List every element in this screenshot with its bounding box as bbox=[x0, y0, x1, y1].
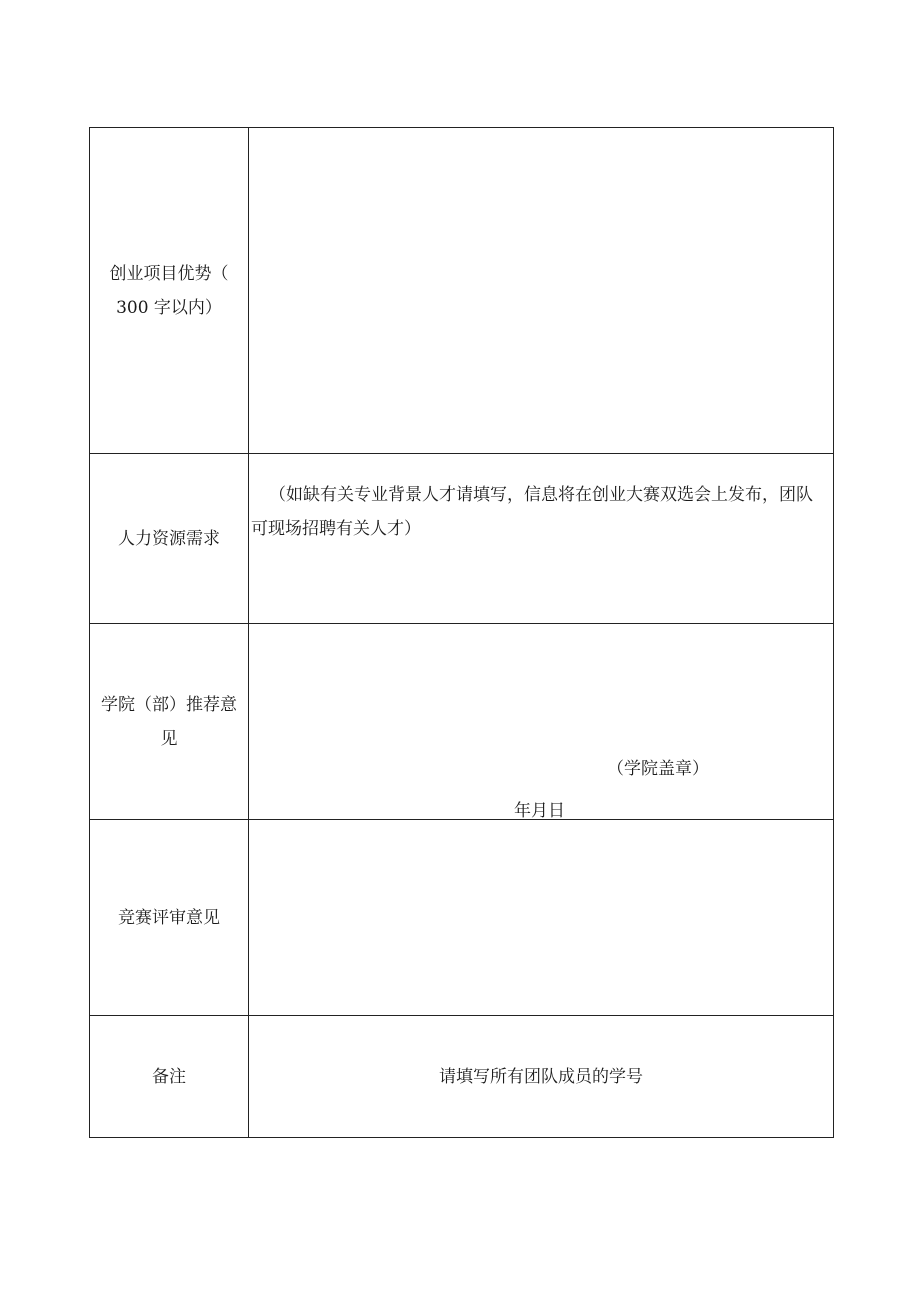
label-cell-hr-needs bbox=[90, 454, 249, 624]
review-opinion-field[interactable] bbox=[249, 820, 834, 1016]
label-cell-review-opinion bbox=[90, 820, 249, 1016]
row-college-recommendation bbox=[90, 624, 834, 820]
hr-needs-instruction: （如缺有关专业背景人才请填写，信息将在创业大赛双选会上发布，团队可现场招聘有关人才） bbox=[251, 485, 813, 539]
notes-field[interactable] bbox=[249, 1016, 834, 1138]
row-notes bbox=[90, 1016, 834, 1138]
project-advantage-field[interactable] bbox=[249, 128, 834, 454]
row-review-opinion bbox=[90, 820, 834, 1016]
college-recommendation-label-line1: 学院（部）推荐意 bbox=[101, 694, 237, 715]
notes-text: 请填写所有团队成员的学号 bbox=[439, 1066, 643, 1087]
project-advantage-label-line2: 300 字以内） bbox=[116, 297, 222, 318]
application-form-table bbox=[89, 127, 834, 1138]
review-opinion-label: 竞赛评审意见 bbox=[118, 907, 220, 928]
notes-label: 备注 bbox=[152, 1066, 186, 1087]
college-recommendation-field[interactable] bbox=[249, 624, 834, 820]
hr-needs-label: 人力资源需求 bbox=[118, 528, 220, 549]
row-hr-needs bbox=[90, 454, 834, 624]
hr-needs-field[interactable] bbox=[249, 454, 834, 624]
row-project-advantage bbox=[90, 128, 834, 454]
college-date-text: 年月日 bbox=[514, 801, 565, 821]
college-seal-text: （学院盖章） bbox=[607, 759, 709, 779]
college-recommendation-label-line2: 见 bbox=[160, 728, 178, 749]
project-advantage-label-line1: 创业项目优势（ bbox=[109, 263, 229, 284]
label-cell-notes bbox=[90, 1016, 249, 1138]
label-cell-college-recommendation bbox=[90, 624, 249, 820]
label-cell-project-advantage bbox=[90, 128, 249, 454]
